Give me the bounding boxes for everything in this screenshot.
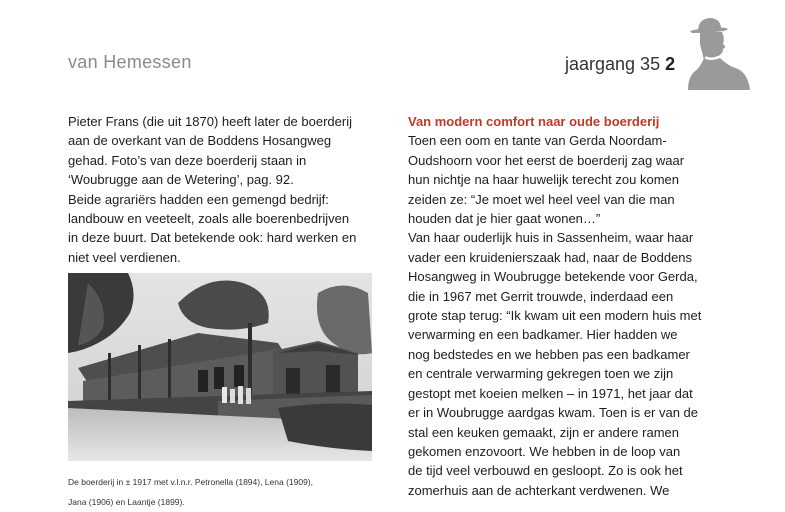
text-line: houden dat je hier gaat wonen…” <box>408 211 601 227</box>
article-right-column <box>408 112 718 500</box>
volume-label: jaargang 35 <box>565 54 661 74</box>
page-header-volume <box>565 54 675 75</box>
text-line: in deze buurt. Dat betekende ook: hard werken en <box>68 230 357 246</box>
issue-number: 2 <box>665 54 676 74</box>
text-line: verwarming en een badkamer. Hier hadden we <box>408 327 678 343</box>
text-line: er in Woubrugge aardgas kwam. Toen is er van de <box>408 405 699 421</box>
text-line: de tijd veel verbouwd en gesloopt. Zo is ook het <box>408 463 683 479</box>
text-line: Toen een oom en tante van Gerda Noordam- <box>408 133 667 149</box>
text-line: gehad. Foto’s van deze boerderij staan in <box>68 152 307 168</box>
page-header-family-name: van Hemessen <box>68 52 192 72</box>
text-line: grote stap terug: “Ik kwam uit een modern huis met <box>408 308 702 324</box>
text-line: Oudshoorn voor het eerst de boerderij zag waar <box>408 152 685 168</box>
text-line: Van haar ouderlijk huis in Sassenheim, waar haar <box>408 230 694 246</box>
text-line: die in 1967 met Gerrit trouwde, inderdaad een <box>408 288 674 304</box>
text-line: gekomen enzovoort. We hebben in de loop van <box>408 443 681 459</box>
text-line: ‘Woubrugge aan de Wetering’, pag. 92. <box>68 172 294 188</box>
text-line: Beide agrariërs hadden een gemengd bedrijf: <box>68 191 329 207</box>
caption-line: De boerderij in ± 1917 met v.l.n.r. Petronella (1894), Lena (1909), <box>68 477 314 487</box>
text-line: Hosangweg in Woubrugge betekende voor Gerda, <box>408 269 698 285</box>
silhouette-man-hat-icon <box>680 14 752 90</box>
text-line: landbouw en veeteelt, zoals alle boerenbedrijven <box>68 211 350 227</box>
caption-line: Jana (1906) en Laantje (1899). <box>68 497 185 507</box>
farmhouse-photo <box>68 273 372 461</box>
text-line: zomerhuis aan de achterkant verdwenen. We <box>408 482 670 498</box>
text-line: aan de overkant van de Boddens Hosangweg <box>68 133 332 149</box>
text-line: niet veel verdienen. <box>68 249 181 265</box>
text-line: Pieter Frans (die uit 1870) heeft later de boerderij <box>68 114 352 129</box>
text-line: gestopt met koeien melken – in 1971, het jaar dat <box>408 385 693 401</box>
section-heading: Van modern comfort naar oude boerderij <box>408 114 660 129</box>
article-left-column <box>68 112 368 267</box>
text-line: vader een kruidenierszaak had, naar de Boddens <box>408 249 693 265</box>
text-line: en centrale verwarming gekregen toen we zijn <box>408 366 674 382</box>
text-line: zeiden ze: “Je moet wel heel veel van die man <box>408 191 675 207</box>
text-line: stal een keuken gemaakt, zijn er andere ramen <box>408 424 679 440</box>
text-line: hun nichtje na haar huwelijk terecht zou komen <box>408 172 679 188</box>
photo-caption <box>68 472 378 512</box>
text-line: nog bedstedes en we hebben pas een badkamer <box>408 346 690 362</box>
